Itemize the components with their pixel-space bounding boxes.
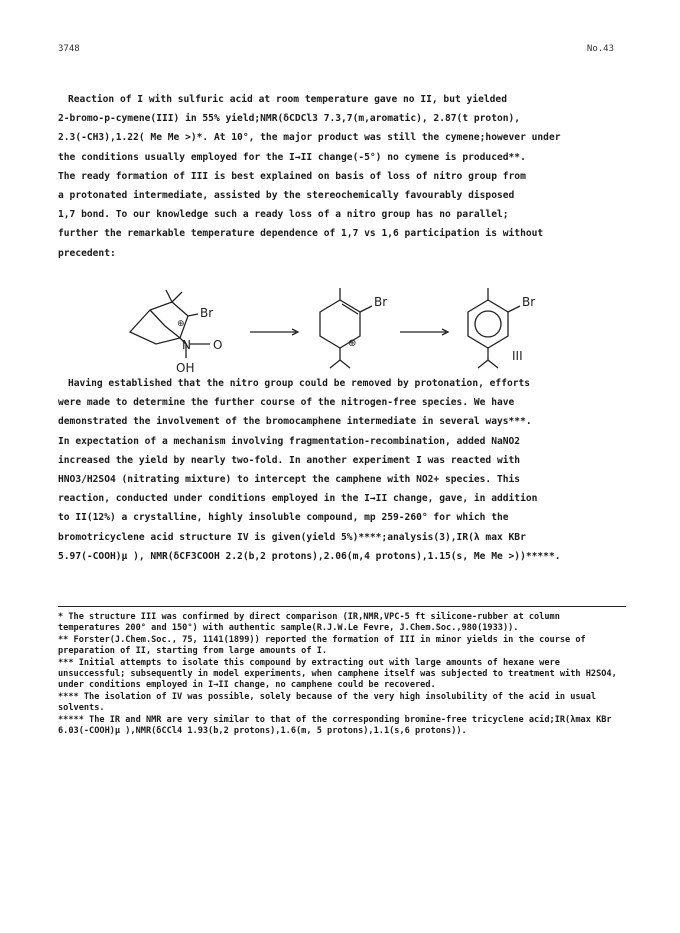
paragraph-mechanism (58, 374, 626, 566)
text-line: precedent: (58, 247, 116, 259)
plus-charge-2: ⊕ (348, 338, 357, 349)
text-line: demonstrated the involvement of the bromocamphene intermediate in several ways***. (58, 416, 532, 428)
reaction-scheme (110, 282, 570, 374)
text-line: HNO3/H2SO4 (nitrating mixture) to intercept the camphene with NO2+ species. This (58, 474, 521, 486)
text-line: reaction, conducted under conditions employed in the I→II change, gave, in addition (58, 493, 538, 505)
plus-charge-1: ⊕ (177, 319, 185, 329)
text-line: Having established that the nitro group could be removed by protonation, efforts (68, 378, 531, 389)
footnote-2: ** Forster(J.Chem.Soc., 75, 1141(1899)) reported the formation of III in minor yields in the course of preparation of II, starting from large amounts of I. (58, 635, 586, 656)
hydroxyl-label: OH (176, 361, 195, 374)
page-number: 3748 (58, 44, 80, 54)
text-line: 5.97(-COOH)μ ), NMR(δCF3COOH 2.2(b,2 protons),2.06(m,4 protons),1.15(s, Me Me >))*****. (58, 550, 561, 562)
paragraph-reaction (58, 90, 626, 263)
footnote-3: *** Initial attempts to isolate this compound by extracting out with large amounts of hexane were unsuccessful; subsequently in model experiments, when camphene itself was subjected to treatment with H2SO4, under conditions employed in I→II change, no camphene could be recovered. (58, 658, 617, 690)
text-line: further the remarkable temperature dependence of 1,7 vs 1,6 participation is without (58, 228, 544, 240)
bromine-label-1: Br (200, 306, 214, 320)
text-line: 2-bromo-p-cymene(III) in 55% yield;NMR(δCDCl3 7.3,7(m,aromatic), 2.87(t proton), (58, 113, 521, 125)
journal-issue: No.43 (586, 44, 614, 54)
text-line: the conditions usually employed for the I→II change(-5°) no cymene is produced**. (58, 151, 526, 163)
bromine-label-3: Br (522, 295, 536, 309)
footnote-5: ***** The IR and NMR are very similar to that of the corresponding bromine-free tricyclene acid;IR(λmax KBr 6.03(-COOH)μ ),NMR(δCCl4 1.93(b,2 protons),1.6(m, 5 protons),1.1(s,6 protons)). (58, 715, 612, 736)
text-line: 1,7 bond. To our knowledge such a ready loss of a nitro group has no parallel; (58, 209, 509, 221)
text-line: 2.3(-CH3),1.22( Me Me >)*. At 10°, the major product was still the cymene;however under (58, 132, 561, 144)
text-line: a protonated intermediate, assisted by the stereochemically favourably disposed (58, 190, 515, 202)
text-line: The ready formation of III is best explained on basis of loss of nitro group from (58, 170, 526, 182)
footnote-divider (58, 606, 626, 607)
compound-label-iii: III (512, 349, 523, 363)
bromine-label-2: Br (374, 295, 388, 309)
text-line: bromotricyclene acid structure IV is given(yield 5%)****;analysis(3),IR(λ max KBr (58, 531, 526, 543)
text-line: were made to determine the further course of the nitrogen-free species. We have (58, 397, 515, 409)
footnotes (58, 612, 626, 738)
text-line: In expectation of a mechanism involving fragmentation-recombination, added NaNO2 (58, 435, 521, 447)
text-line: to II(12%) a crystalline, highly insoluble compound, mp 259-260° for which the (58, 512, 509, 524)
nitrogen-label: N (182, 338, 191, 352)
footnote-4: **** The isolation of IV was possible, solely because of the very high insolubility of the acid in usual solvents. (58, 692, 597, 713)
oxygen-label: O (213, 338, 223, 352)
text-line: Reaction of I with sulfuric acid at room temperature gave no II, but yielded (68, 94, 507, 105)
text-line: increased the yield by nearly two-fold. In another experiment I was reacted with (58, 454, 521, 466)
footnote-1: * The structure III was confirmed by direct comparison (IR,NMR,VPC-5 ft silicone-rubber at column temperatures 200° and 150°) with authentic sample(R.J.W.Le Fevre, J.Chem.Soc.,980(1933)). (58, 612, 560, 633)
